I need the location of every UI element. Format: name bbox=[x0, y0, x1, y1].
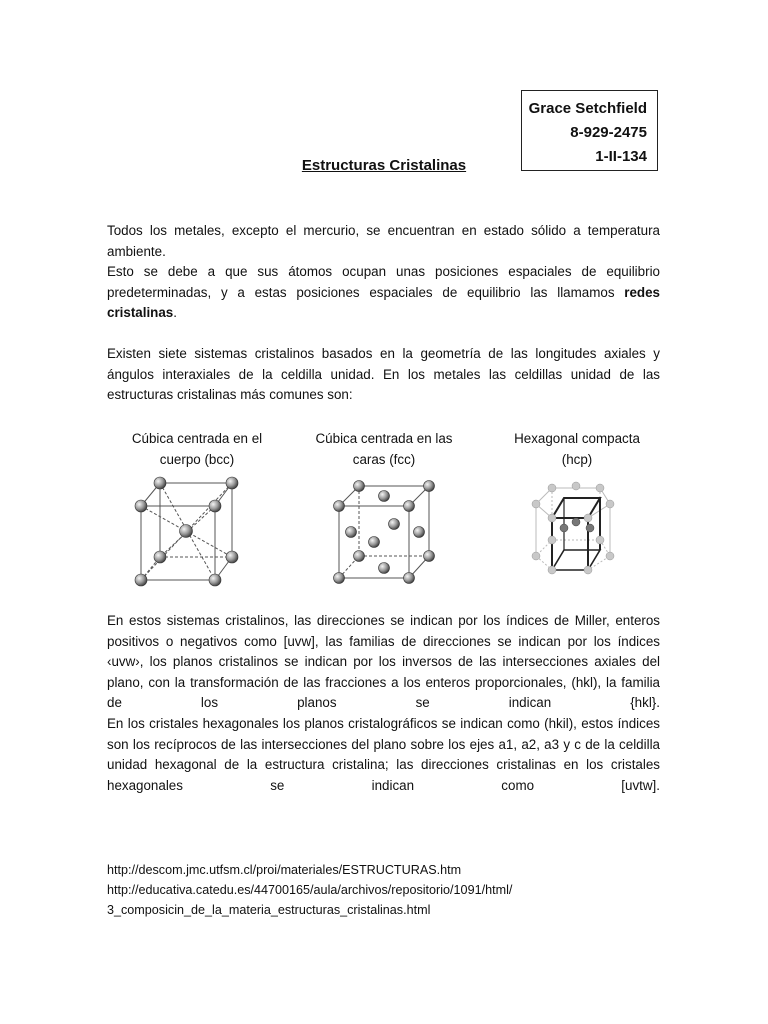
fcc-caption bbox=[299, 428, 469, 470]
document-title: Estructuras Cristalinas bbox=[301, 157, 467, 174]
intro-line-2 bbox=[107, 262, 660, 324]
miller-line-1: En estos sistemas cristalinos, las direcciones se indican por los índices de Miller, enteros positivos o negativos como [uvw], las familias de direcciones se indican por los índices ‹uvw›, los planos cristalinos se indican por los inversos de las intersecciones axiales del plano, con la transformación de las fracciones a los enteros proporcionales, (hkl), la familia de los planos se indican {hkl}. bbox=[107, 613, 660, 711]
miller-indices-paragraph bbox=[107, 611, 660, 796]
author-info-box bbox=[521, 90, 658, 171]
author-id: 8-929-2475 bbox=[570, 124, 647, 141]
reference-link-2-cont[interactable]: 3_composicin_de_la_materia_estructuras_cristalinas.html bbox=[107, 902, 431, 917]
reference-link-1[interactable]: http://descom.jmc.utfsm.cl/proi/materiales/ESTRUCTURAS.htm bbox=[107, 863, 462, 877]
fcc-caption-line-1: Cúbica centrada en las bbox=[315, 431, 453, 446]
miller-line-2: En los cristales hexagonales los planos cristalográficos se indican como (hkil), estos índices son los recíprocos de las intersecciones del plano sobre los ejes a1, a2, a3 y c de la celdilla unidad hexagonal de la estructura cristalina; las direcciones cristalinas en los cristales hexagonales se indican como [uvtw]. bbox=[107, 715, 660, 793]
fcc-caption-line-2: caras (fcc) bbox=[352, 452, 416, 467]
hcp-caption bbox=[492, 428, 662, 470]
bcc-caption-line-2: cuerpo (bcc) bbox=[159, 452, 235, 467]
intro-line-1: Todos los metales, excepto el mercurio, se encuentran en estado sólido a temperatura ambiente. bbox=[107, 223, 660, 259]
bcc-unit-cell-illustration bbox=[125, 470, 245, 590]
references bbox=[107, 861, 512, 920]
fcc-unit-cell-illustration bbox=[323, 470, 443, 590]
author-name: Grace Setchfield bbox=[528, 100, 647, 117]
bcc-caption bbox=[112, 428, 282, 470]
systems-paragraph: Existen siete sistemas cristalinos basados en la geometría de las longitudes axiales y ángulos interaxiales de la celdilla unidad. En los metales las celdillas unidad de las estructuras cristalinas más comunes son: bbox=[107, 346, 660, 403]
hcp-unit-cell-illustration bbox=[522, 470, 642, 590]
bcc-caption-line-1: Cúbica centrada en el bbox=[131, 431, 263, 446]
reference-link-2[interactable]: http://educativa.catedu.es/44700165/aula/archivos/repositorio/1091/html/ bbox=[107, 882, 513, 897]
intro-line-2-text: Esto se debe a que sus átomos ocupan unas posiciones espaciales de equilibrio predeterminadas, y a estas posiciones espaciales de equilibrio las llamamos bbox=[107, 264, 660, 300]
intro-bold-term: redes cristalinas bbox=[107, 284, 660, 321]
hcp-caption-line-2: (hcp) bbox=[561, 452, 593, 467]
author-group: 1-II-134 bbox=[595, 148, 647, 165]
intro-line-2-end: . bbox=[173, 305, 177, 321]
hcp-caption-line-1: Hexagonal compacta bbox=[514, 431, 640, 446]
intro-paragraph bbox=[107, 221, 660, 324]
